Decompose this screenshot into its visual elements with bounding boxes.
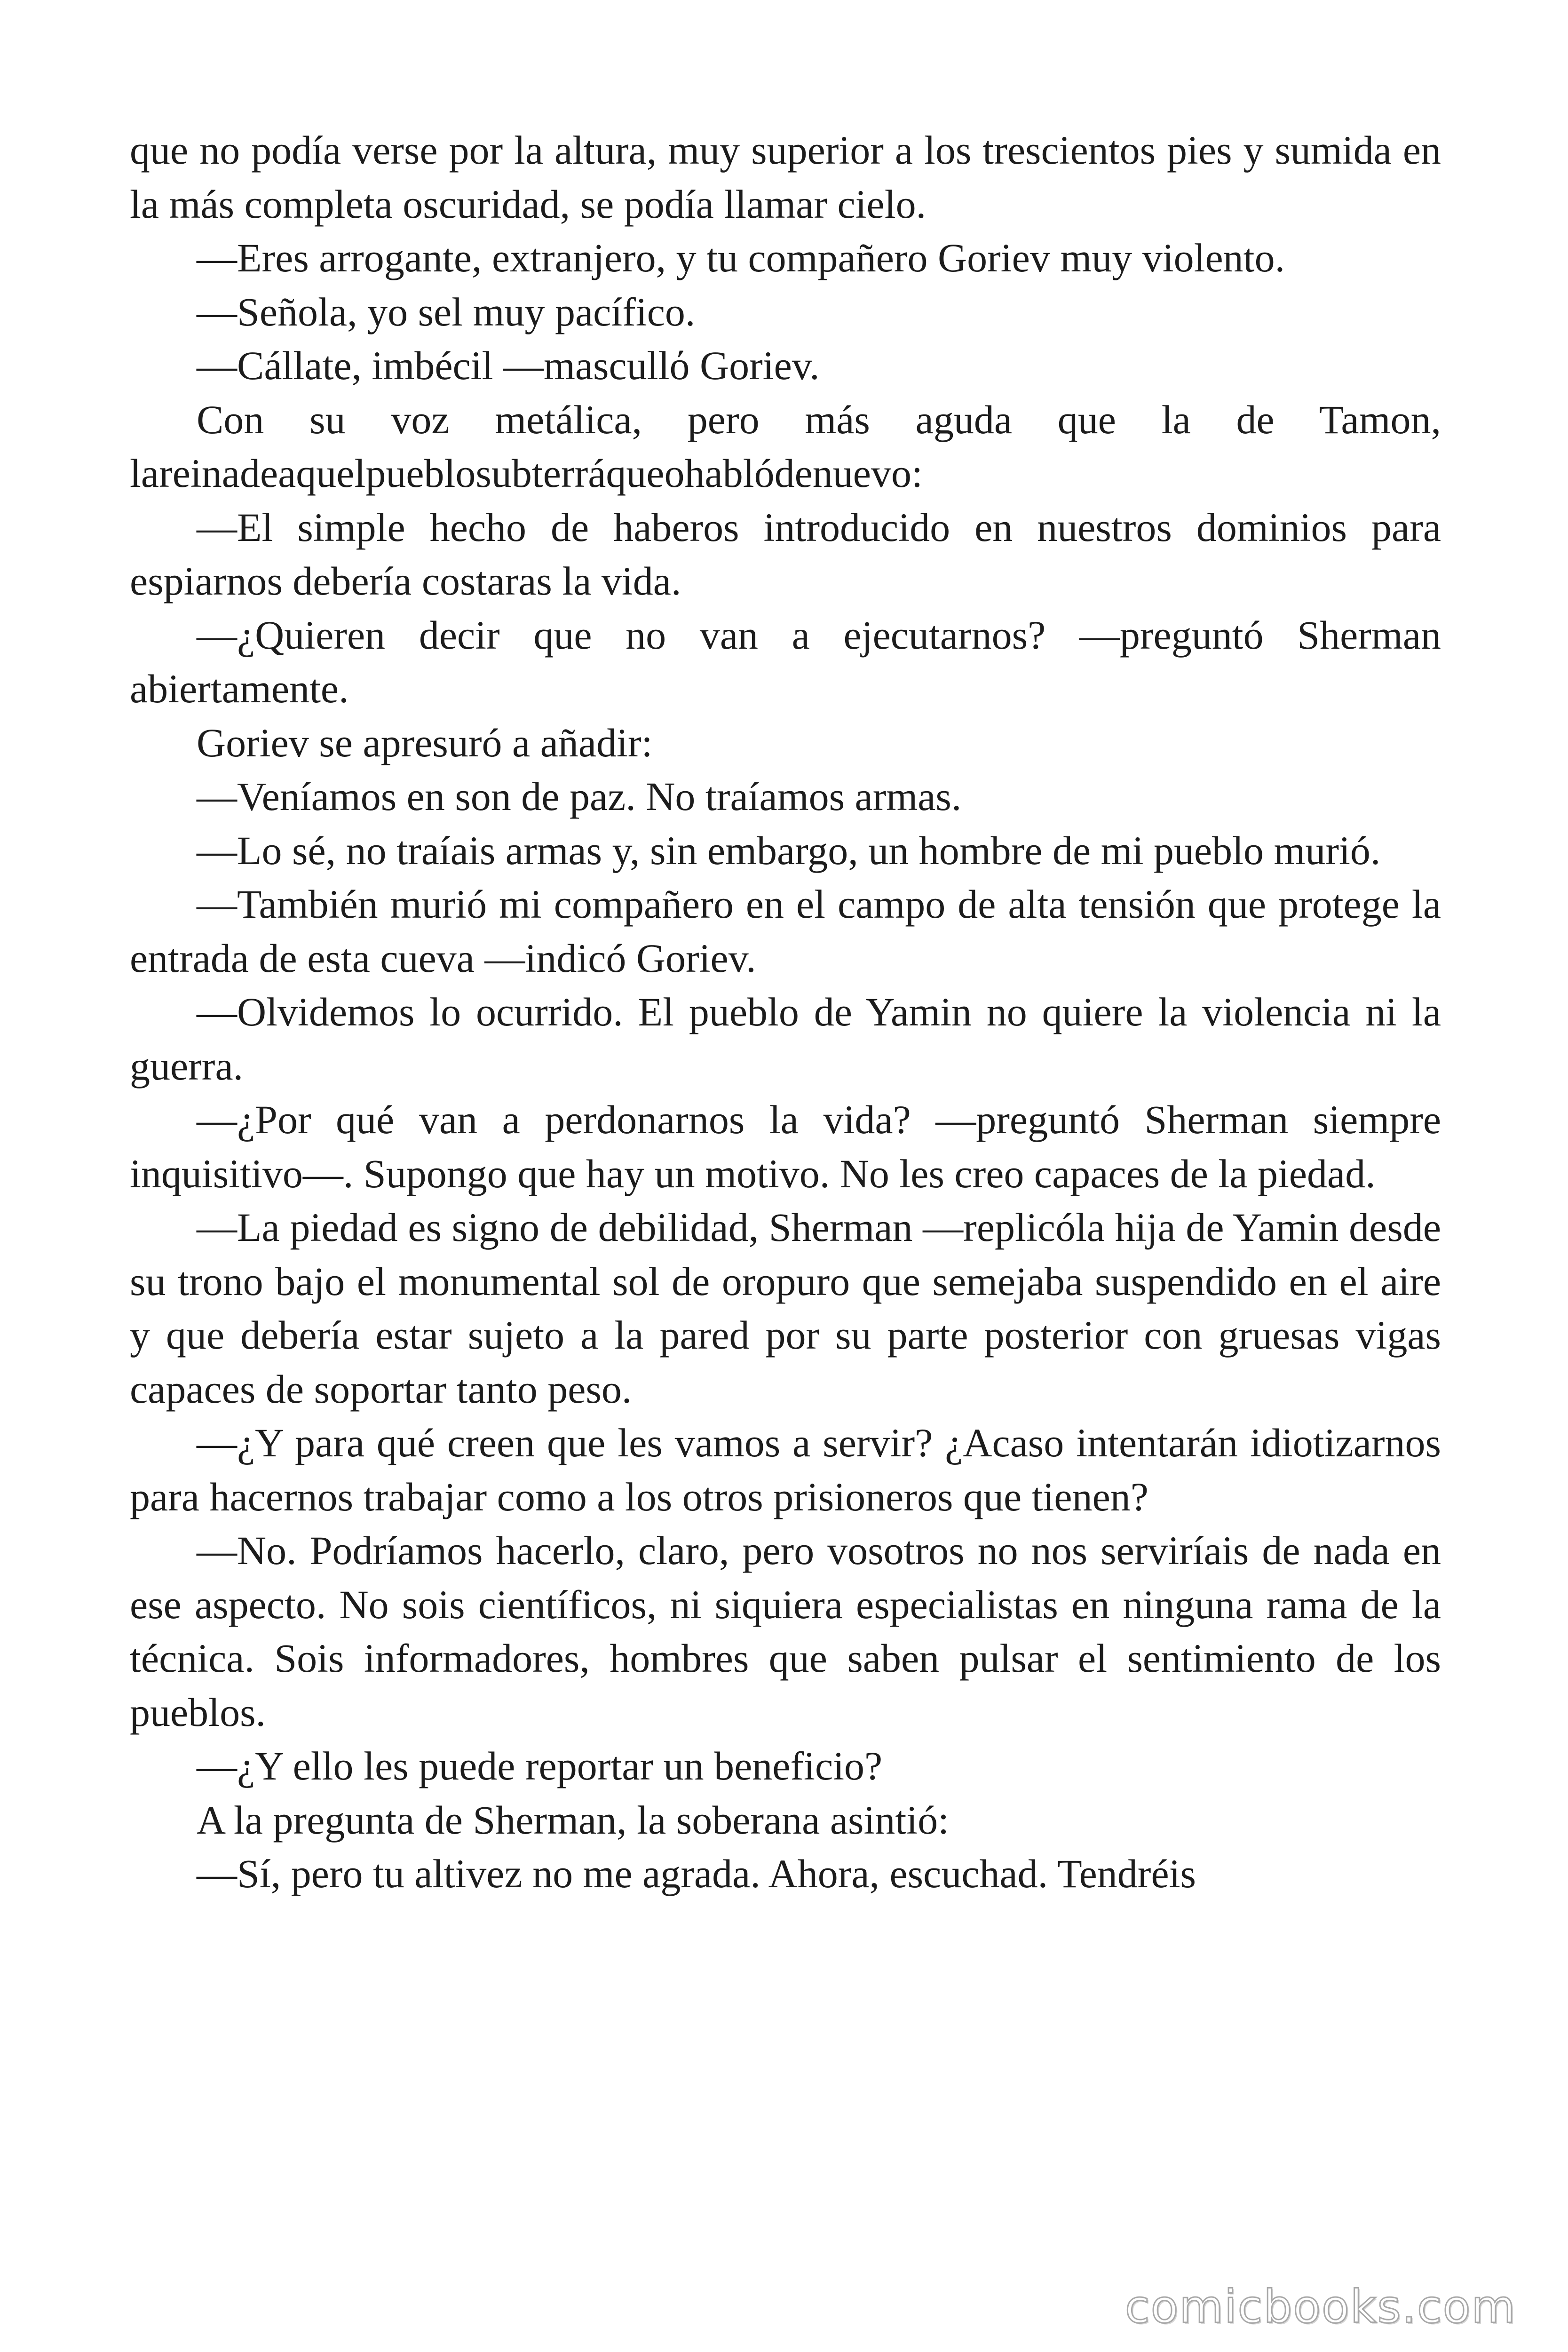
paragraph: —Olvidemos lo ocurrido. El pueblo de Yamin no quiere la violencia ni la guerra. [130,989,1441,1089]
paragraph: —No. Podríamos hacerlo, claro, pero vosotros no nos serviríais de nada en ese aspecto. No sois científicos, ni siquiera especialistas en ninguna rama de la técnica. Sois informadores, hombres que saben pulsar el sentimiento de los pueblos. [130,1528,1441,1735]
paragraph: —¿Por qué van a perdonarnos la vida? —preguntó Sherman siempre inquisitivo—. Supongo que hay un motivo. No les creo capaces de la piedad. [130,1097,1441,1196]
paragraph: —Lo sé, no traíais armas y, sin embargo, un hombre de mi pueblo murió. [197,827,1381,873]
paragraph: —El simple hecho de haberos introducido en nuestros dominios para espiarnos debería costaras la vida. [130,504,1441,604]
paragraph: Goriev se apresuró a añadir: [197,720,653,765]
paragraph: —¿Y para qué creen que les vamos a servir? ¿Acaso intentarán idiotizarnos para hacernos trabajar como a los otros prisioneros que tienen? [130,1420,1441,1519]
paragraph: —Sí, pero tu altivez no me agrada. Ahora, escuchad. Tendréis [197,1851,1196,1896]
paragraph: —Señola, yo sel muy pacífico. [197,289,696,334]
paragraph: —¿Y ello les puede reportar un beneficio? [197,1743,883,1788]
paragraph: —La piedad es signo de debilidad, Sherman —replicóla hija de Yamin desde su trono bajo el monumental sol de oropuro que semejaba suspendido en el aire y que debería estar sujeto a la pared por su parte posterior con gruesas vigas capaces de soportar tanto peso. [130,1205,1441,1412]
paragraph: que no podía verse por la altura, muy superior a los trescientos pies y sumida en la más completa oscuridad, se podía llamar cielo. [130,127,1441,227]
paragraph: —También murió mi compañero en el campo de alta tensión que protege la entrada de esta cueva —indicó Goriev. [130,882,1441,981]
watermark: comicbooks.com [1125,2280,1516,2333]
paragraph: —Veníamos en son de paz. No traíamos armas. [197,774,962,819]
paragraph: —Eres arrogante, extranjero, y tu compañero Goriev muy violento. [197,235,1285,280]
paragraph: —Cállate, imbécil —mascullό Goriev. [197,343,820,388]
paragraph: —¿Quieren decir que no van a ejecutarnos? —preguntó Sherman abiertamente. [130,612,1441,711]
paragraph: A la pregunta de Sherman, la soberana asintió: [197,1797,950,1843]
page-text [130,123,1441,1901]
paragraph: Con su voz metálica, pero más aguda que la de Tamon, lareinadeaquelpueblosubterráqueohablódenuevo: [130,397,1441,496]
